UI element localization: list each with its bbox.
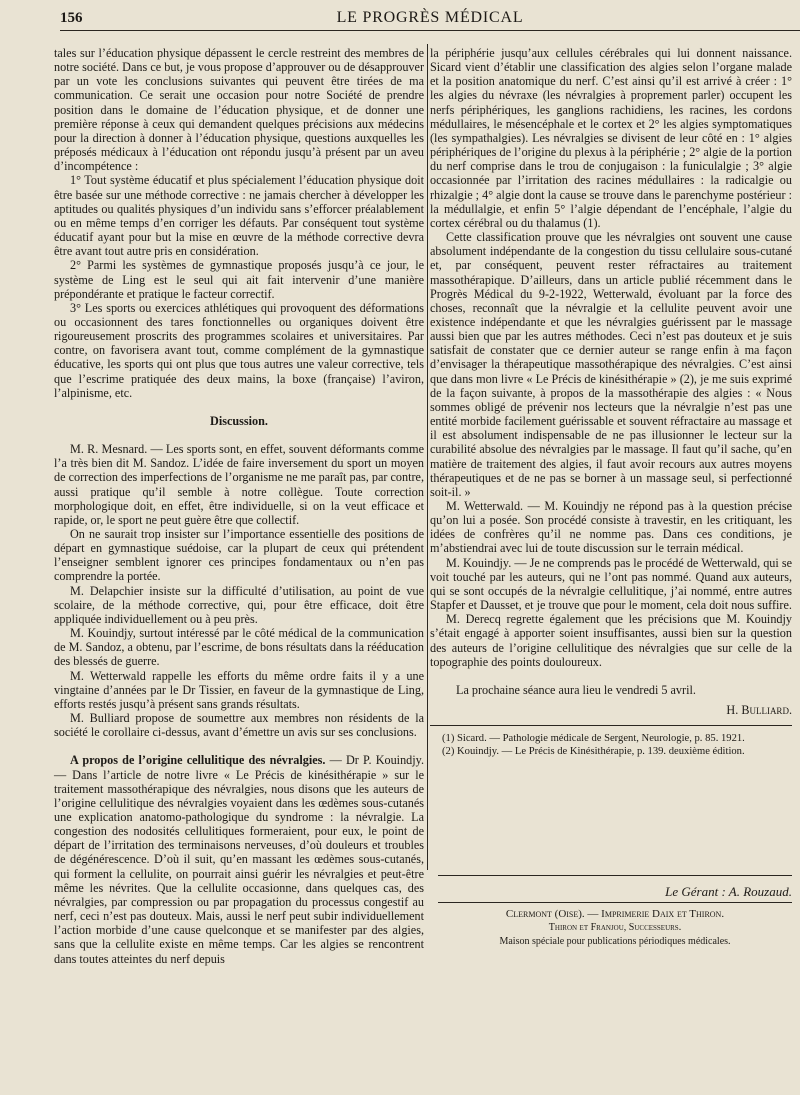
footnote: (2) Kouindjy. — Le Précis de Kinésithérapie, p. 139. deuxième édition. bbox=[442, 746, 745, 758]
paragraph: M. Wetterwald. — M. Kouindjy ne répond pas à la question précise qu’on lui a posée. Son procédé consiste à travestir, en les critiquant, les idées de confrères qu’il ne nomme pas. Dans ces conditions, je m’abstiendrai avec lui de toute discussion sur le terrain médical. bbox=[430, 499, 792, 556]
signature: H. Bulliard. bbox=[726, 703, 792, 718]
printer-line: Thiron et Franjou, Successeurs. bbox=[548, 922, 682, 933]
paragraph: M. R. Mesnard. — Les sports sont, en effet, souvent déformants comme l’a très bien dit M. Sandoz. L’idée de faire inversement du sport un moyen de correction des imperfections de l’organisme ne me paraît pas, par contre, aussi pratique qu’il semble à notre collègue. Toute correction morphologique doit, en effet, être individuelle, si on la veut efficace et rapide, or, le sport ne peut guère être que collectif. bbox=[54, 442, 424, 527]
paragraph bbox=[54, 753, 424, 965]
paragraph: 1° Tout système éducatif et plus spécialement l’éducation physique doit être basée sur une méthode corrective : ne jamais chercher à développer les aptitudes ou qualités physiques d’un individu sans s’efforcer préalablement ou en même temps d’en corriger les défauts. Par conséquent tout système éducatif ayant pour but la mise en œuvre de la méthode corrective devra être avant tout autre pris en considération. bbox=[54, 173, 424, 259]
article-text: — Dr P. Kouindjy. — Dans l’article de notre livre « Le Précis de kinésithérapie » sur le traitement massothérapique des névralgies, nous disons que les auteurs de l’origine cellulitique des névralgies voyaient dans les œdèmes sous-cutanés une explication anatomo-pathologique du syndrome : la névralgie. La congestion des nodosités cellulitiques formeraient, pour eux, le point de départ de l’irritation des terminaisons nerveuses, d’où douleurs et troubles de dégénérescence. D’où il suit, qu’en massant les œdèmes sous-cutanés, qui forment la cellulite, on pourrait ainsi guérir les névralgies et peut-être même les névrites. Que la cellulite occasionne, dans quelques cas, des névralgies, par compression ou par propagation du processus congestif au nerf, ceci n’est pas douteux. Mais, aussi le nerf peut subir individuellement l’action morbide d’une cause quelconque et se manifester par des algies, sans que la cellulite existe en même temps. Car les algies se rencontrent dans toutes atteintes du nerf depuis bbox=[54, 753, 424, 966]
article-title: A propos de l’origine cellulitique des névralgies. bbox=[70, 753, 326, 768]
page-number: 156 bbox=[60, 10, 83, 26]
paragraph: tales sur l’éducation physique dépassent le cercle restreint des membres de notre société. Dans ce but, je vous propose d’approuver ou de désapprouver par un vote les conclusions suivantes qui peuvent être tirées de ma communication. Ce serait une occasion pour notre Société de prendre position dans le domaine de l’éducation physique, et de donner une première réponse à ceux qui demandent quelques précisions aux médecins pour la direction à donner à l’éducation physique, questions auxquelles les préposés médicaux à l’éducation ont répondu jusqu’à présent par un aveu d’incompétence : bbox=[54, 46, 424, 174]
paragraph: M. Bulliard propose de soumettre aux membres non résidents de la société le corollaire ci-dessus, avant d’émettre un avis sur ses conclusions. bbox=[54, 711, 424, 740]
left-column bbox=[54, 46, 424, 966]
paragraph: M. Kouindjy, surtout intéressé par le côté médical de la communication de M. Sandoz, a obtenu, par l’escrime, de bons résultats dans la rééducation des blessés de guerre. bbox=[54, 626, 424, 669]
paragraph: M. Kouindjy. — Je ne comprends pas le procédé de Wetterwald, qui se voit touché par les auteurs, qui ne l’ont pas nommé. Quand aux auteurs, qui se sont occupés de la névralgie cellulitique, j’ai nommé, entre autres Stapfer et Dausset, et je trouve que pour le moment, cela doit nous suffire. bbox=[430, 555, 792, 613]
section-heading: Discussion. bbox=[210, 413, 268, 428]
right-column bbox=[430, 46, 792, 758]
paragraph: M. Delapchier insiste sur la difficulté d’utilisation, au point de vue scolaire, de la méthode corrective, qui, pour être efficace, doit être appliquée individuellement ou à peu près. bbox=[54, 583, 424, 626]
paragraph: la périphérie jusqu’aux cellules cérébrales qui lui donnent naissance. Sicard vient d’établir une classification des algies selon l’organe malade et la position anatomique du nerf. C’est ainsi qu’il est arrivé à créer : 1° les algies du névraxe (les névralgies à proprement parler) occupent les nerfs périphériques, les ganglions rachidiens, les racines, les cordons médullaires, le mésencéphale et le cortex et 2° les algies symptomatiques (les sympathalgies). Les névralgies se divisent de leur côté en : 1° algies périphériques de l’origine du plexus à la périphérie ; 2° algie de la portion du nerf comprise dans le trou de conjugaison : la funiculalgie ; 3° algie occasionnée par l’irritation des racines médullaires : la radicalgie ou rhizalgie ; 4° algie dont la cause se trouve dans le parenchyme postérieur : la médullalgie, et enfin 5° l’algie dépendant de l’encéphale, l’algie du cortex cérébral ou du thalamus (1). bbox=[430, 46, 792, 230]
gerant-line: Le Gérant : A. Rouzaud. bbox=[438, 875, 792, 900]
paragraph: On ne saurait trop insister sur l’importance essentielle des positions de départ en gymnastique suédoise, car la plupart de ceux qui prétendent l’enseigner semblent ignorer ces principes fondamentaux ou n’en pas comprendre la portée. bbox=[54, 527, 424, 584]
printer-line: Clermont (Oise). — Imprimerie Daix et Thiron. bbox=[505, 908, 725, 920]
paragraph: 2° Parmi les systèmes de gymnastique proposés jusqu’à ce jour, le système de Ling est le seul qui ait fait intervenir d’une manière prépondérante et pratique le facteur correctif. bbox=[54, 258, 424, 301]
page-header bbox=[60, 6, 800, 31]
printer-line: Maison spéciale pour publications périodiques médicales. bbox=[499, 936, 731, 947]
paragraph: M. Wetterwald rappelle les efforts du même ordre faits il y a une vingtaine d’années par le Dr Tissier, en faveur de la gymnastique de Ling, efforts restés jusqu’à présent sans grands résultats. bbox=[54, 668, 424, 711]
printer-colophon bbox=[438, 902, 792, 949]
footnote: (1) Sicard. — Pathologie médicale de Sergent, Neurologie, p. 85. 1921. bbox=[442, 733, 745, 745]
footnote-rule bbox=[430, 725, 792, 726]
paragraph: Cette classification prouve que les névralgies ont souvent une cause absolument indépendante de la congestion du tissu cellulaire sous-cutané et, par conséquent, peuvent rester réfractaires au traitement massothérapique. D’ailleurs, dans un article publié récemment dans le Progrès Médical du 9-2-1922, Wetterwald, évoluant par la force des choses, reconnaît que la névralgie et la cellulite peuvent avoir une existence indépendante et que les névralgies guérissent par le massage aussi bien que par les autres méthodes. Ceci n’est pas douteux et je suis satisfait de constater que ce dernier auteur se range enfin à ma façon d’envisager la thérapeutique massothérapique des névralgies. C’est ainsi que dans mon livre « Le Précis de kinésithérapie » (2), je me suis exprimé de la façon suivante, à propos de la massothérapie des algies : « Nous sommes obligé de prévenir nos lecteurs que la névralgie n’est pas une entité morbide facilement guérissable et souvent réfractaire au massage et il est absolument indispensable de ne pas illusionner le lecteur sur la curabilité absolue des névralgies par le massage. Il faut qu’il sache, qu’en matière de traitement des algies, il faut avoir recours aux autres moyens thérapeutiques et de ne pas se borner à un massage seul, si perfectionné soit-il. » bbox=[430, 230, 792, 499]
paragraph: M. Derecq regrette également que les précisions que M. Kouindjy s’était engagé à apporter soient insuffisantes, aussi bien sur la question des auteurs de l’origine cellulitique des névralgies que sur celle de la topographie des points douloureux. bbox=[430, 612, 792, 669]
paragraph: 3° Les sports ou exercices athlétiques qui provoquent des déformations ou occasionnent des tares fonctionnelles ou organiques doivent être rigoureusement proscrits des programmes scolaires et universitaires. Par contre, on favorisera avant tout, comme complément de la gymnastique éducative, les sports qui ont plus que tous autres une valeur corrective, tels que l’escrime pratiquée des deux mains, la boxe (française) l’aviron, l’alpinisme, etc. bbox=[54, 300, 424, 400]
next-session-announcement: La prochaine séance aura lieu le vendredi 5 avril. bbox=[456, 682, 696, 697]
running-title: LE PROGRÈS MÉDICAL bbox=[336, 9, 524, 26]
column-divider bbox=[427, 44, 428, 870]
